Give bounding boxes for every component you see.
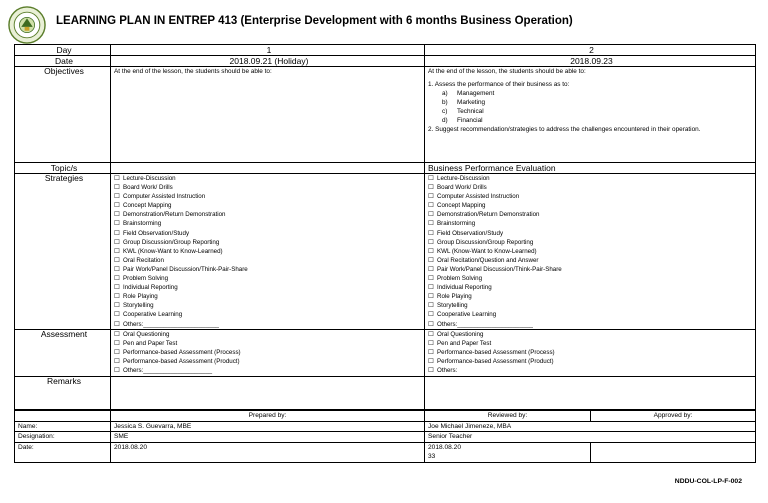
strategy-checkbox[interactable]: ☐ Field Observation/Study — [428, 229, 755, 238]
objective-subitem: d) Financial — [442, 117, 483, 124]
assessment-checkbox[interactable]: ☐ Performance-based Assessment (Product) — [428, 357, 755, 366]
remarks-label: Remarks — [15, 377, 111, 410]
assessment-checkbox[interactable]: ☐ Others: — [428, 366, 755, 375]
strategy-checkbox[interactable]: ☐ Pair Work/Panel Discussion/Think-Pair-Share — [428, 265, 755, 274]
day-1-value: 1 — [111, 45, 425, 56]
signature-date-row — [15, 442, 756, 462]
assessment-checkbox[interactable]: ☐ Oral Questioning — [428, 330, 755, 339]
strategy-checkbox[interactable]: ☐ Brainstorming — [428, 219, 755, 228]
strategy-checkbox[interactable]: ☐ Cooperative Learning — [428, 310, 755, 319]
objectives-intro: At the end of the lesson, the students should be able to: — [114, 68, 272, 75]
date-label: Date — [15, 56, 111, 67]
objective-sublist — [428, 89, 755, 125]
prepared-name: Jessica S. Guevarra, MBE — [111, 421, 425, 432]
reviewed-name: Joe Michael Jimeneze, MBA — [425, 421, 756, 432]
assessment-checkbox[interactable]: ☐ Oral Questioning — [114, 330, 424, 339]
date-2-value: 2018.09.23 — [425, 56, 756, 67]
objectives-intro: At the end of the lesson, the students should be able to: — [428, 68, 586, 75]
day-label: Day — [15, 45, 111, 56]
strategy-checkbox[interactable]: ☐ Brainstorming — [114, 219, 424, 228]
strategy-checkbox[interactable]: ☐ Role Playing — [114, 292, 424, 301]
strategy-checkbox[interactable]: ☐ Demonstration/Return Demonstration — [428, 210, 755, 219]
objectives-day-1 — [111, 67, 425, 163]
strategy-checkbox[interactable]: ☐ Board Work/ Drills — [114, 183, 424, 192]
objectives-list — [428, 80, 755, 134]
strategies-day-2 — [425, 174, 756, 330]
topic-day-2: Business Performance Evaluation — [425, 163, 756, 174]
strategy-checkbox[interactable]: ☐ Group Discussion/Group Reporting — [114, 238, 424, 247]
day-row — [15, 45, 756, 56]
assessment-checkbox[interactable]: ☐ Performance-based Assessment (Process) — [114, 348, 424, 357]
objective-subitem: c) Technical — [442, 108, 484, 115]
topic-row — [15, 163, 756, 174]
strategy-checkbox[interactable]: ☐ Problem Solving — [114, 274, 424, 283]
objective-subitem: b) Marketing — [442, 99, 486, 106]
strategy-checkbox[interactable]: ☐ Computer Assisted Instruction — [114, 192, 424, 201]
reviewed-by-heading: Reviewed by: — [425, 411, 591, 422]
document-code: NDDU-COL-LP-F-002 — [674, 478, 742, 485]
reviewed-date: 2018.08.20 — [428, 443, 462, 451]
assessment-label: Assessment — [15, 330, 111, 377]
approved-date — [591, 442, 756, 462]
strategy-checkbox[interactable]: ☐ Cooperative Learning — [114, 310, 424, 319]
reviewed-extra: 33 — [428, 453, 436, 460]
strategy-checkbox[interactable]: ☐ Individual Reporting — [428, 283, 755, 292]
learning-plan-table — [14, 44, 756, 410]
strategy-checkbox[interactable]: ☐ KWL (Know-Want to Know-Learned) — [428, 247, 755, 256]
signature-name-row — [15, 421, 756, 432]
strategy-checkbox[interactable]: ☐ Others:______________________ — [114, 320, 424, 329]
signature-header-row — [15, 411, 756, 422]
strategy-checkbox[interactable]: ☐ Pair Work/Panel Discussion/Think-Pair-Share — [114, 265, 424, 274]
strategy-checkbox[interactable]: ☐ Field Observation/Study — [114, 229, 424, 238]
strategy-checkbox[interactable]: ☐ Board Work/ Drills — [428, 183, 755, 192]
designation-label: Designation: — [15, 432, 111, 443]
remarks-day-2[interactable] — [425, 377, 756, 410]
reviewed-designation: Senior Teacher — [425, 432, 756, 443]
strategy-checkbox[interactable]: ☐ Computer Assisted Instruction — [428, 192, 755, 201]
prepared-date: 2018.08.20 — [111, 442, 425, 462]
strategy-checkbox[interactable]: ☐ Storytelling — [114, 301, 424, 310]
assessment-row — [15, 330, 756, 377]
remarks-row — [15, 377, 756, 410]
prepared-by-heading: Prepared by: — [111, 411, 425, 422]
prepared-designation: SME — [111, 432, 425, 443]
date-row — [15, 56, 756, 67]
assessment-day-2 — [425, 330, 756, 377]
objectives-day-2 — [425, 67, 756, 163]
strategy-checkbox[interactable]: ☐ Lecture-Discussion — [428, 174, 755, 183]
topic-day-1 — [111, 163, 425, 174]
school-seal-logo — [8, 6, 46, 44]
assessment-day-1 — [111, 330, 425, 377]
objectives-row — [15, 67, 756, 163]
page-title: LEARNING PLAN IN ENTREP 413 (Enterprise Development with 6 months Business Operation) — [56, 15, 573, 27]
objective-item: 2. Suggest recommendation/strategies to address the challenges encountered in their operation. — [428, 126, 701, 133]
signature-designation-row — [15, 432, 756, 443]
signature-table — [14, 410, 756, 463]
strategy-checkbox[interactable]: ☐ Group Discussion/Group Reporting — [428, 238, 755, 247]
strategies-label: Strategies — [15, 174, 111, 330]
date-1-value: 2018.09.21 (Holiday) — [111, 56, 425, 67]
strategy-checkbox[interactable]: ☐ Lecture-Discussion — [114, 174, 424, 183]
topic-label: Topic/s — [15, 163, 111, 174]
strategies-day-1 — [111, 174, 425, 330]
objectives-label: Objectives — [15, 67, 111, 163]
strategy-checkbox[interactable]: ☐ Concept Mapping — [114, 201, 424, 210]
assessment-checkbox[interactable]: ☐ Performance-based Assessment (Product) — [114, 357, 424, 366]
approved-by-heading: Approved by: — [591, 411, 756, 422]
strategy-checkbox[interactable]: ☐ Demonstration/Return Demonstration — [114, 210, 424, 219]
strategy-checkbox[interactable]: ☐ Individual Reporting — [114, 283, 424, 292]
assessment-checkbox[interactable]: ☐ Pen and Paper Test — [428, 339, 755, 348]
strategy-checkbox[interactable]: ☐ Storytelling — [428, 301, 755, 310]
day-2-value: 2 — [425, 45, 756, 56]
remarks-day-1[interactable] — [111, 377, 425, 410]
signature-corner — [15, 411, 111, 422]
reviewed-date-cell — [425, 442, 591, 462]
strategy-checkbox[interactable]: ☐ Oral Recitation/Question and Answer — [428, 256, 755, 265]
objective-item: 1. Assess the performance of their business as to: a) Management b) Marketing c) Technical d) Financial — [428, 80, 755, 125]
strategy-checkbox[interactable]: ☐ Oral Recitation — [114, 256, 424, 265]
date-sig-label: Date: — [15, 442, 111, 462]
strategy-checkbox[interactable]: ☐ Role Playing — [428, 292, 755, 301]
strategies-row — [15, 174, 756, 330]
strategy-checkbox[interactable]: ☐ Concept Mapping — [428, 201, 755, 210]
strategy-checkbox[interactable]: ☐ KWL (Know-Want to Know-Learned) — [114, 247, 424, 256]
name-label: Name: — [15, 421, 111, 432]
objective-subitem: a) Management — [442, 90, 495, 97]
strategy-checkbox[interactable]: ☐ Problem Solving — [428, 274, 755, 283]
assessment-checkbox[interactable]: ☐ Others:____________________ — [114, 366, 424, 375]
assessment-checkbox[interactable]: ☐ Performance-based Assessment (Process) — [428, 348, 755, 357]
strategy-checkbox[interactable]: ☐ Others:______________________ — [428, 320, 755, 329]
assessment-checkbox[interactable]: ☐ Pen and Paper Test — [114, 339, 424, 348]
